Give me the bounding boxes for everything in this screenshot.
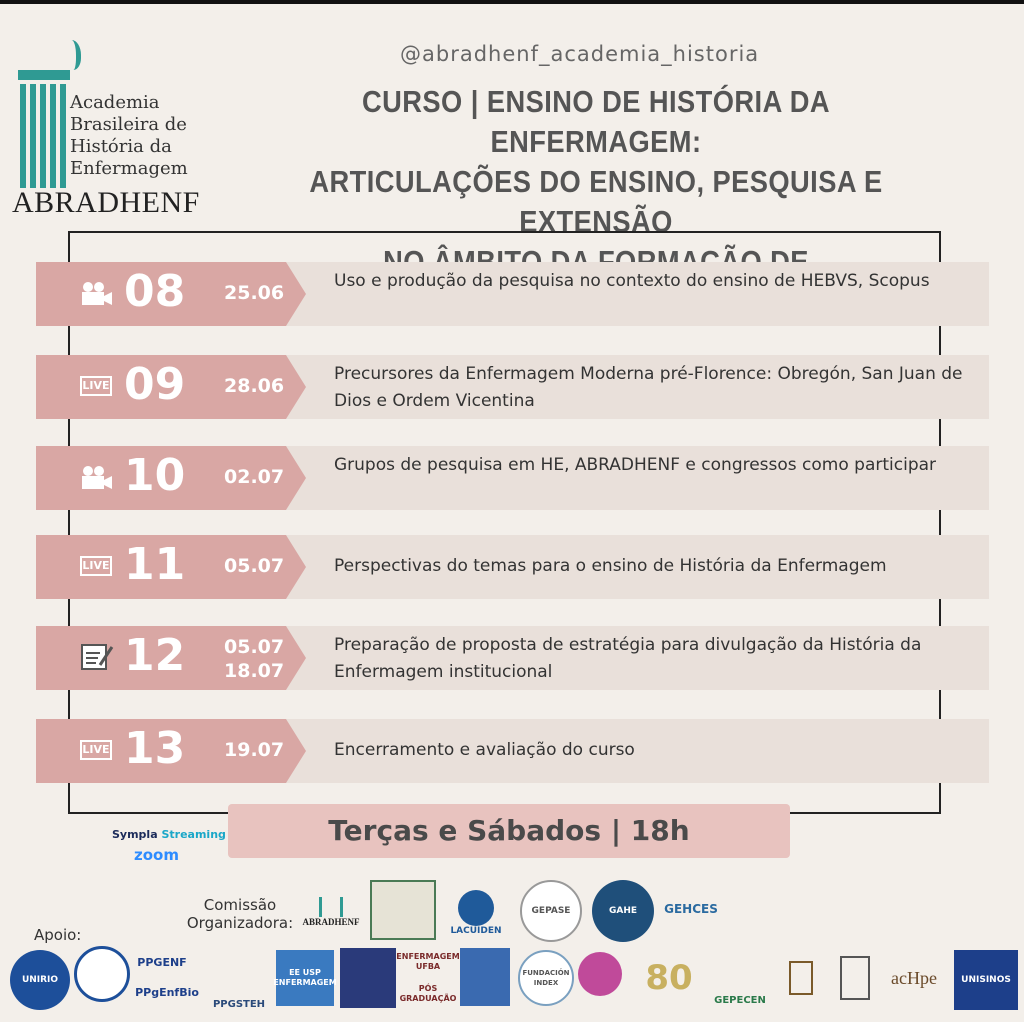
schedule-banner: Terças e Sábados | 18h [228, 804, 790, 858]
session-description: Preparação de proposta de estratégia para divulgação da História da Enfermagem institucional [334, 635, 922, 682]
gepecen-logo: GEPECEN [714, 995, 766, 1006]
live-icon: LIVE [80, 740, 112, 760]
comissao-label: Comissão Organizadora: [186, 896, 294, 932]
video-camera-icon [80, 464, 114, 492]
ppgenfbio-logo: PPgEnfBio [135, 986, 199, 999]
session-number: 09 [124, 359, 186, 410]
logo-text: Academia Brasileira de História da Enfermagem [70, 92, 188, 179]
columns-icon [18, 70, 70, 190]
escola-enfermagem-logo [74, 946, 130, 1002]
pink-logo [578, 952, 622, 996]
gahe-logo: GAHE [592, 880, 654, 942]
session-number: 12 [124, 630, 186, 681]
abradhenf-small-logo: ABRADHENF [300, 884, 362, 940]
fundacion-index-logo: FUNDACIÓN INDEX [518, 950, 574, 1006]
session-date: 25.06 [224, 282, 285, 304]
session-row [36, 535, 989, 599]
ee-usp-logo: EE USP ENFERMAGEM [276, 950, 334, 1006]
live-icon: LIVE [80, 376, 112, 396]
gehces-logo: GEHCES [664, 902, 718, 916]
session-description: Grupos de pesquisa em HE, ABRADHENF e congressos como participar [334, 455, 937, 475]
lantern-logo [776, 948, 826, 1008]
session-dates: 05.07 18.07 [224, 636, 285, 682]
session-date: 28.06 [224, 375, 285, 397]
session-number: 10 [124, 450, 186, 501]
session-row [36, 719, 989, 783]
session-description: Precursores da Enfermagem Moderna pré-Florence: Obregón, San Juan de Dios e Ordem Vicentina [334, 364, 963, 411]
gepase-logo: GEPASE [520, 880, 582, 942]
unirio-logo: UNIRIO [10, 950, 70, 1010]
session-description: Uso e produção da pesquisa no contexto do ensino de HEBVS, Scopus [334, 271, 930, 291]
abradhenf-logo [12, 40, 212, 220]
unisinos-logo: UNISINOS [954, 950, 1018, 1010]
flame-icon [62, 40, 81, 70]
achpe-logo: acHpe [891, 968, 937, 988]
session-row [36, 262, 989, 326]
ppgsteh-logo: PPGSTEH [212, 999, 266, 1010]
session-number: 08 [124, 266, 186, 317]
ufba-shield-logo [460, 948, 510, 1006]
shield-logo [340, 948, 396, 1008]
session-row [36, 626, 989, 690]
ppgenf-logo: PPGENF [137, 956, 187, 969]
social-handle: @abradhenf_academia_historia [400, 42, 760, 66]
session-number: 13 [124, 723, 186, 774]
pos-graduacao-logo: PÓS GRADUAÇÃO [399, 984, 457, 1003]
apoio-label: Apoio: [34, 926, 82, 944]
session-date: 19.07 [224, 739, 285, 761]
session-number: 11 [124, 539, 186, 590]
session-date: 02.07 [224, 466, 285, 488]
session-description: Perspectivas do temas para o ensino de História da Enfermagem [334, 556, 887, 576]
session-date: 05.07 [224, 555, 285, 577]
hourglass-logo [832, 948, 878, 1008]
session-description: Encerramento e avaliação do curso [334, 740, 635, 760]
80-anos-logo: 80 [645, 958, 693, 998]
lacuiden-logo: LACUIDEN [442, 884, 510, 942]
video-camera-icon [80, 280, 114, 308]
session-row [36, 446, 989, 510]
session-row [36, 355, 989, 419]
zoom-logo: zoom [134, 846, 179, 864]
live-icon: LIVE [80, 556, 112, 576]
course-title: CURSO | ENSINO DE HISTÓRIA DA ENFERMAGEM: ARTICULAÇÕES DO ENSINO, PESQUISA E EXTENSÃO [309, 84, 883, 239]
notepad-icon [80, 640, 114, 672]
enfermagem-ufba-logo: ENFERMAGEM UFBA [396, 952, 460, 971]
sympla-logo: Sympla Streaming [112, 828, 226, 841]
crest-logo [370, 880, 436, 940]
top-border [0, 0, 1024, 4]
logo-name: ABRADHENF [12, 186, 200, 219]
